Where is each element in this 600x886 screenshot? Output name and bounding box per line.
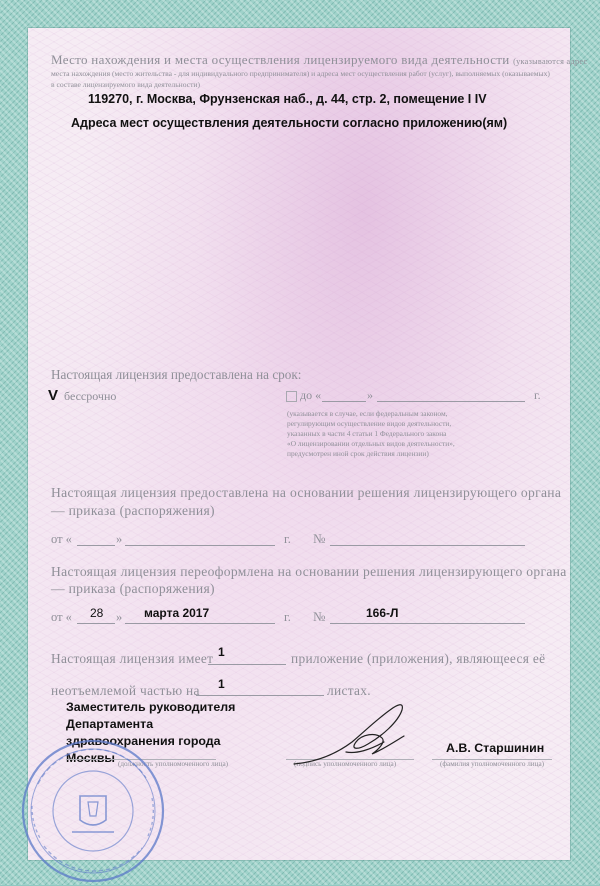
basis-line1: Настоящая лицензия предоставлена на основании решения лицензирующего органа bbox=[51, 485, 562, 500]
signatory-name: А.В. Старшинин bbox=[446, 741, 545, 755]
basis-from-suffix: » bbox=[116, 532, 123, 546]
until-date-checkbox[interactable] bbox=[286, 391, 297, 402]
annexes-line1 bbox=[51, 651, 213, 667]
location-note-line2: в составе лицензируемого вида деятельности) bbox=[51, 80, 200, 89]
term-note bbox=[287, 409, 455, 459]
reissue-number: 166-Л bbox=[366, 606, 399, 620]
reissue-from-prefix: от « bbox=[51, 610, 72, 624]
basis-number-mark: № bbox=[313, 531, 326, 546]
indefinite-checkmark: V bbox=[48, 387, 59, 404]
until-day-line bbox=[322, 401, 366, 402]
reissue-day-line bbox=[77, 623, 115, 624]
basis-number-line bbox=[330, 545, 525, 546]
term-note-3: указанных в части 4 статьи 1 Федерального закона bbox=[287, 429, 447, 438]
reissue-year-mark: г. bbox=[284, 610, 291, 624]
basis-from-prefix: от « bbox=[51, 532, 72, 546]
basis-month-line bbox=[125, 545, 275, 546]
annexes-line2-prefix: неотъемлемой частью на bbox=[51, 683, 200, 698]
indefinite-label: бессрочно bbox=[64, 389, 117, 403]
annexes-line2-suffix: листах. bbox=[327, 683, 371, 698]
name-caption: (фамилия уполномоченного лица) bbox=[440, 760, 545, 768]
reissue-month-year: марта 2017 bbox=[144, 606, 210, 620]
license-address: 119270, г. Москва, Фрунзенская наб., д. 44, стр. 2, помещение I IV bbox=[88, 92, 487, 106]
handwritten-signature bbox=[286, 692, 436, 774]
position-line-2: Департамента bbox=[66, 717, 154, 731]
location-note-line1: места нахождения (место жительства - для индивидуального предпринимателя) и адреса мест осуществления работ (услуг), выполняемых (оказываемых) bbox=[51, 69, 550, 78]
annex-count-line bbox=[208, 664, 286, 665]
position-caption: (должность уполномоченного лица) bbox=[118, 760, 229, 768]
position-line-4: Москвы bbox=[66, 751, 116, 765]
location-heading-text: Место нахождения и места осуществления лицензируемого вида деятельности bbox=[51, 52, 510, 67]
annex-count: 1 bbox=[218, 645, 225, 659]
reissue-line2: — приказа (распоряжения) bbox=[51, 581, 215, 596]
basis-line2: — приказа (распоряжения) bbox=[51, 503, 215, 518]
signature-caption: (подпись уполномоченного лица) bbox=[294, 760, 397, 768]
location-heading-note: (указываются адрес bbox=[513, 57, 588, 66]
reissue-number-mark: № bbox=[313, 609, 326, 624]
reissue-month-line bbox=[125, 623, 275, 624]
location-heading bbox=[51, 52, 587, 68]
until-year-mark: г. bbox=[534, 388, 541, 402]
term-note-4: «О лицензировании отдельных видов деятельности», bbox=[287, 439, 455, 448]
term-note-5: предусмотрен иной срок действия лицензии) bbox=[287, 449, 429, 458]
position-line-1: Заместитель руководителя bbox=[66, 700, 236, 714]
position-line-3: здравоохранения города bbox=[66, 734, 221, 748]
basis-day-line bbox=[77, 545, 115, 546]
annex-addresses-note: Адреса мест осуществления деятельности согласно приложению(ям) bbox=[71, 116, 508, 130]
until-prefix: до « bbox=[300, 388, 322, 402]
annex-sheets: 1 bbox=[218, 677, 225, 691]
term-note-1: (указывается в случае, если федеральным законом, bbox=[287, 409, 448, 418]
annexes-line1-prefix: Настоящая лицензия имеет bbox=[51, 651, 214, 666]
annexes-line1-suffix: приложение (приложения), являющееся её bbox=[291, 651, 546, 666]
reissue-number-line bbox=[330, 623, 525, 624]
until-suffix: » bbox=[367, 388, 373, 402]
official-stamp bbox=[18, 736, 168, 886]
reissue-day: 28 bbox=[90, 606, 104, 620]
reissue-from-suffix: » bbox=[116, 610, 123, 624]
basis-year-mark: г. bbox=[284, 532, 291, 546]
term-label: Настоящая лицензия предоставлена на срок: bbox=[51, 367, 302, 382]
until-month-line bbox=[377, 401, 525, 402]
reissue-line1: Настоящая лицензия переоформлена на основании решения лицензирующего органа bbox=[51, 564, 567, 579]
term-note-2: регулирующим осуществление видов деятельности, bbox=[287, 419, 452, 428]
